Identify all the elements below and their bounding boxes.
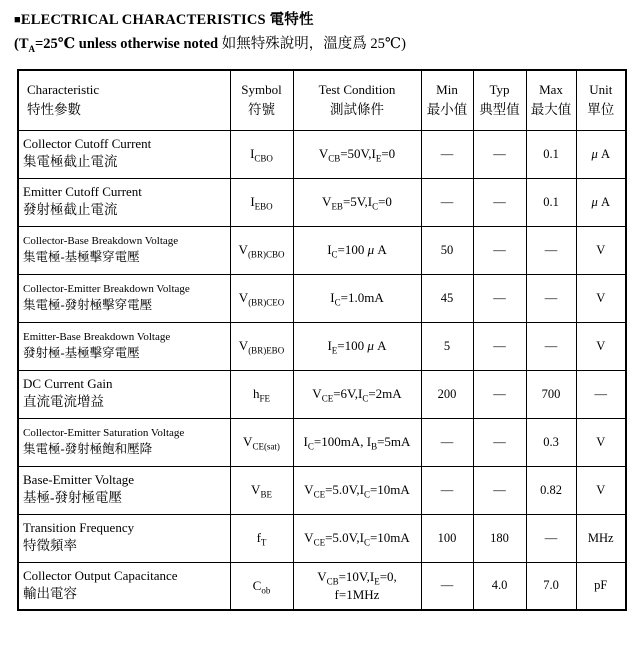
header-cell-unit — [576, 70, 626, 130]
test-condition-cell: $V_{CB}=10V,I_E=0$, f=1MHz — [293, 562, 421, 610]
min-cell: — — [421, 466, 473, 514]
typ-cell: — — [473, 178, 526, 226]
unit-cell: μ A — [576, 178, 626, 226]
unit-cell: V — [576, 466, 626, 514]
characteristic-zh: 輸出電容 — [23, 586, 77, 602]
min-cell: 5 — [421, 322, 473, 370]
max-cell: 700 — [526, 370, 576, 418]
header-cell-min — [421, 70, 473, 130]
characteristic-en: Collector-Emitter Saturation Voltage — [23, 427, 185, 440]
test-condition-cell: $I_C=1.0mA$ — [293, 274, 421, 322]
section-subtitle — [14, 32, 636, 53]
header-zh: 單位 — [587, 101, 615, 117]
table-row — [18, 178, 626, 226]
table-row — [18, 418, 626, 466]
min-cell: — — [421, 418, 473, 466]
symbol-cell: $I_{EBO}$ — [230, 178, 293, 226]
typ-cell: — — [473, 418, 526, 466]
header-zh: 典型值 — [479, 101, 520, 117]
test-condition-cell: $V_{CE}=5.0V,I_C=10mA$ — [293, 514, 421, 562]
characteristic-zh: 集電極-基極擊穿電壓 — [23, 249, 140, 264]
typ-cell: 180 — [473, 514, 526, 562]
max-cell: — — [526, 274, 576, 322]
min-cell: — — [421, 130, 473, 178]
test-condition-cell: $V_{CB}=50V,I_E=0$ — [293, 130, 421, 178]
unit-cell: V — [576, 226, 626, 274]
characteristic-cell — [18, 418, 230, 466]
electrical-characteristics-table — [17, 69, 627, 611]
characteristic-zh: 集電極截止電流 — [23, 154, 118, 170]
test-condition-cell: $I_C=100$ μ A — [293, 226, 421, 274]
characteristic-cell — [18, 370, 230, 418]
section-title-zh: 電特性 — [269, 12, 314, 28]
header-zh: 特性參數 — [27, 101, 81, 117]
max-cell: — — [526, 226, 576, 274]
test-condition-cell: $V_{EB}=5V,I_C=0$ — [293, 178, 421, 226]
symbol-cell: $V_{(BR)EBO}$ — [230, 322, 293, 370]
symbol-cell: $V_{CE(sat)}$ — [230, 418, 293, 466]
section-title — [14, 8, 636, 29]
header-en: Test Condition — [318, 82, 396, 98]
header-en: Max — [539, 82, 563, 98]
subtitle-condition-zh: 如無特殊說明，溫度爲 25℃) — [218, 36, 406, 52]
typ-cell: — — [473, 370, 526, 418]
max-cell: 7.0 — [526, 562, 576, 610]
characteristic-zh: 直流電流增益 — [23, 394, 104, 410]
characteristic-cell — [18, 562, 230, 610]
table-row — [18, 562, 626, 610]
test-condition-cell: $V_{CE}=6V,I_C=2mA$ — [293, 370, 421, 418]
typ-cell: — — [473, 226, 526, 274]
characteristic-en: Collector-Base Breakdown Voltage — [23, 235, 179, 248]
characteristic-en: Collector Output Capacitance — [23, 568, 178, 584]
table-row — [18, 226, 626, 274]
table-row — [18, 322, 626, 370]
characteristic-en: Collector-Emitter Breakdown Voltage — [23, 283, 190, 296]
symbol-cell: $V_{(BR)CBO}$ — [230, 226, 293, 274]
characteristic-zh: 發射極-基極擊穿電壓 — [23, 345, 140, 360]
typ-cell: 4.0 — [473, 562, 526, 610]
max-cell: 0.1 — [526, 130, 576, 178]
characteristic-cell — [18, 130, 230, 178]
characteristic-cell — [18, 178, 230, 226]
header-cell-symbol — [230, 70, 293, 130]
header-en: Symbol — [241, 82, 282, 98]
typ-cell: — — [473, 466, 526, 514]
min-cell: 200 — [421, 370, 473, 418]
characteristic-zh: 集電極-發射極飽和壓降 — [23, 441, 153, 456]
symbol-cell: $h_{FE}$ — [230, 370, 293, 418]
test-condition-cell: $V_{CE}=5.0V,I_C=10mA$ — [293, 466, 421, 514]
characteristic-zh: 發射極截止電流 — [23, 202, 118, 218]
typ-cell: — — [473, 322, 526, 370]
characteristic-en: DC Current Gain — [23, 376, 113, 392]
characteristic-en: Emitter Cutoff Current — [23, 184, 142, 200]
max-cell: — — [526, 514, 576, 562]
min-cell: 50 — [421, 226, 473, 274]
min-cell: — — [421, 178, 473, 226]
table-row — [18, 274, 626, 322]
min-cell: 45 — [421, 274, 473, 322]
table-row — [18, 370, 626, 418]
table-header-row — [18, 70, 626, 130]
characteristic-en: Base-Emitter Voltage — [23, 472, 135, 488]
symbol-cell: $f_T$ — [230, 514, 293, 562]
header-cell-typ — [473, 70, 526, 130]
unit-cell: V — [576, 274, 626, 322]
typ-cell: — — [473, 274, 526, 322]
unit-cell: — — [576, 370, 626, 418]
unit-cell: V — [576, 418, 626, 466]
max-cell: — — [526, 322, 576, 370]
header-cell-test-condition — [293, 70, 421, 130]
characteristic-cell — [18, 322, 230, 370]
characteristic-en: Collector Cutoff Current — [23, 136, 152, 152]
subtitle-condition-en: ($T_A=25℃$ unless otherwise noted — [14, 36, 219, 54]
table-row — [18, 130, 626, 178]
unit-cell: V — [576, 322, 626, 370]
max-cell: 0.3 — [526, 418, 576, 466]
characteristic-cell — [18, 226, 230, 274]
test-condition-cell: $I_C=100mA$, $I_B=5mA$ — [293, 418, 421, 466]
symbol-cell: $V_{(BR)CEO}$ — [230, 274, 293, 322]
header-zh: 測試條件 — [330, 101, 384, 117]
min-cell: 100 — [421, 514, 473, 562]
characteristics-table-body — [18, 130, 626, 610]
characteristic-en: Transition Frequency — [23, 520, 135, 536]
characteristic-en: Emitter-Base Breakdown Voltage — [23, 331, 171, 344]
characteristic-cell — [18, 514, 230, 562]
max-cell: 0.1 — [526, 178, 576, 226]
characteristic-zh: 基極-發射極電壓 — [23, 490, 122, 506]
header-cell-max — [526, 70, 576, 130]
max-cell: 0.82 — [526, 466, 576, 514]
unit-cell: μ A — [576, 130, 626, 178]
section-title-en: ELECTRICAL CHARACTERISTICS — [20, 12, 266, 28]
symbol-cell: $C_{ob}$ — [230, 562, 293, 610]
header-cell-characteristic — [18, 70, 230, 130]
section-bullet-icon: ■ — [14, 14, 21, 26]
characteristic-zh: 特徵頻率 — [23, 538, 77, 554]
characteristic-zh: 集電極-發射極擊穿電壓 — [23, 297, 153, 312]
test-condition-cell: $I_E=100$ μ A — [293, 322, 421, 370]
header-zh: 最小值 — [426, 101, 468, 117]
header-en: Min — [436, 82, 458, 98]
typ-cell: — — [473, 130, 526, 178]
characteristic-cell — [18, 274, 230, 322]
min-cell: — — [421, 562, 473, 610]
characteristic-cell — [18, 466, 230, 514]
table-row — [18, 466, 626, 514]
table-row — [18, 514, 626, 562]
symbol-cell: $V_{BE}$ — [230, 466, 293, 514]
header-zh: 符號 — [248, 101, 275, 117]
header-en: Typ — [489, 82, 510, 98]
header-zh: 最大值 — [530, 101, 572, 117]
unit-cell: pF — [576, 562, 626, 610]
symbol-cell: $I_{CBO}$ — [230, 130, 293, 178]
header-en: Unit — [589, 82, 613, 98]
header-en: Characteristic — [27, 82, 100, 98]
unit-cell: MHz — [576, 514, 626, 562]
